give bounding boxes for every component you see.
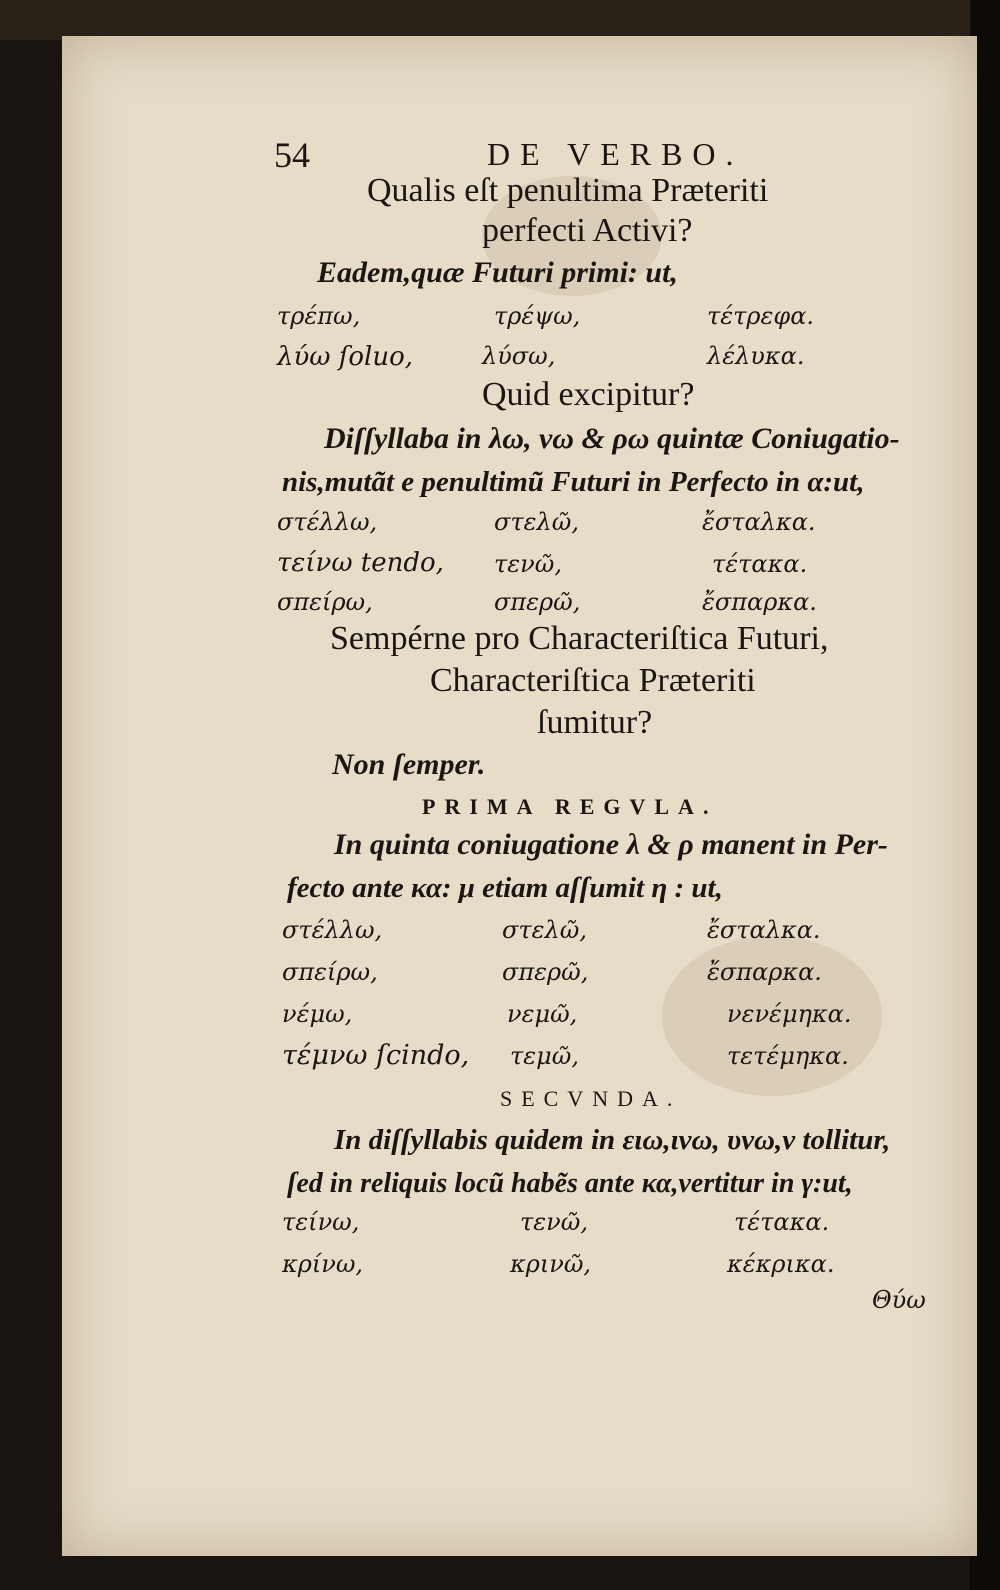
example-cell: τέτακα. [712, 550, 808, 578]
rule-1-heading: PRIMA REGVLA. [422, 794, 718, 819]
example-cell: σπείρω, [277, 588, 373, 616]
example-cell: κρινῶ, [510, 1250, 592, 1278]
example-cell: λύω ſoluo, [277, 342, 414, 372]
example-cell: τείνω tendo, [277, 548, 444, 578]
example-cell: τετέμηκα. [727, 1042, 849, 1070]
example-cell: τρέψω, [494, 302, 581, 330]
example-cell: τενῶ, [494, 550, 562, 578]
question-3-line-2: Characteriſtica Præteriti [430, 662, 756, 699]
answer-2-line-2: nis,mutãt e penultimũ Futuri in Perfecto in α:ut, [282, 466, 865, 498]
example-cell: νέμω, [282, 1000, 353, 1028]
example-cell: στελῶ, [502, 916, 587, 944]
example-cell: τείνω, [282, 1208, 360, 1236]
book-page [62, 36, 977, 1556]
example-cell: τεμῶ, [510, 1042, 579, 1070]
example-cell: τρέπω, [277, 302, 361, 330]
rule-2-line-2: ſed in reliquis locũ habẽs ante κα,vertitur in γ:ut, [287, 1168, 853, 1199]
question-1-line-2: perfecti Activi? [482, 212, 693, 249]
page-number: 54 [274, 135, 310, 175]
example-cell: στελῶ, [494, 508, 579, 536]
example-cell: νενέμηκα. [727, 1000, 852, 1028]
example-cell: λέλυκα. [707, 342, 805, 370]
example-cell: σπείρω, [282, 958, 378, 986]
question-2: Quid excipitur? [482, 376, 695, 413]
example-cell: τέμνω ſcindo, [282, 1040, 470, 1071]
example-cell: κέκρικα. [727, 1250, 835, 1278]
answer-3: Non ſemper. [332, 748, 486, 781]
rule-1-line-1: In quinta coniugatione λ & ρ manent in Per- [334, 828, 888, 861]
rule-2-heading: SECVNDA. [500, 1086, 682, 1111]
rule-1-line-2: fecto ante κα: μ etiam aſſumit η : ut, [287, 872, 723, 904]
example-cell: νεμῶ, [507, 1000, 578, 1028]
question-1-line-1: Qualis eſt penultima Præteriti [367, 172, 769, 209]
example-cell: τενῶ, [520, 1208, 588, 1236]
example-cell: σπερῶ, [502, 958, 589, 986]
example-cell: ἔσταλκα. [707, 916, 821, 944]
example-cell: κρίνω, [282, 1250, 364, 1278]
question-3-line-3: ſumitur? [537, 704, 653, 741]
example-cell: τέτακα. [734, 1208, 830, 1236]
running-title: DE VERBO. [487, 136, 744, 172]
example-cell: σπερῶ, [494, 588, 581, 616]
example-cell: ἔσταλκα. [702, 508, 816, 536]
example-cell: στέλλω, [277, 508, 378, 536]
example-cell: ἔσπαρκα. [702, 588, 817, 616]
example-cell: ἔσπαρκα. [707, 958, 822, 986]
scan-background-top [0, 0, 1000, 40]
example-cell: τέτρεφα. [707, 302, 815, 330]
rule-2-line-1: In diſſyllabis quidem in ειω,ινω, υνω,ν tollitur, [334, 1124, 891, 1156]
catchword: Θύω [872, 1286, 926, 1314]
question-3-line-1: Sempérne pro Characteriſtica Futuri, [330, 620, 829, 657]
answer-2-line-1: Diſſyllaba in λω, νω & ρω quintæ Coniugatio- [324, 422, 900, 455]
answer-1: Eadem,quæ Futuri primi: ut, [317, 256, 678, 289]
example-cell: στέλλω, [282, 916, 383, 944]
example-cell: λύσω, [482, 342, 556, 370]
